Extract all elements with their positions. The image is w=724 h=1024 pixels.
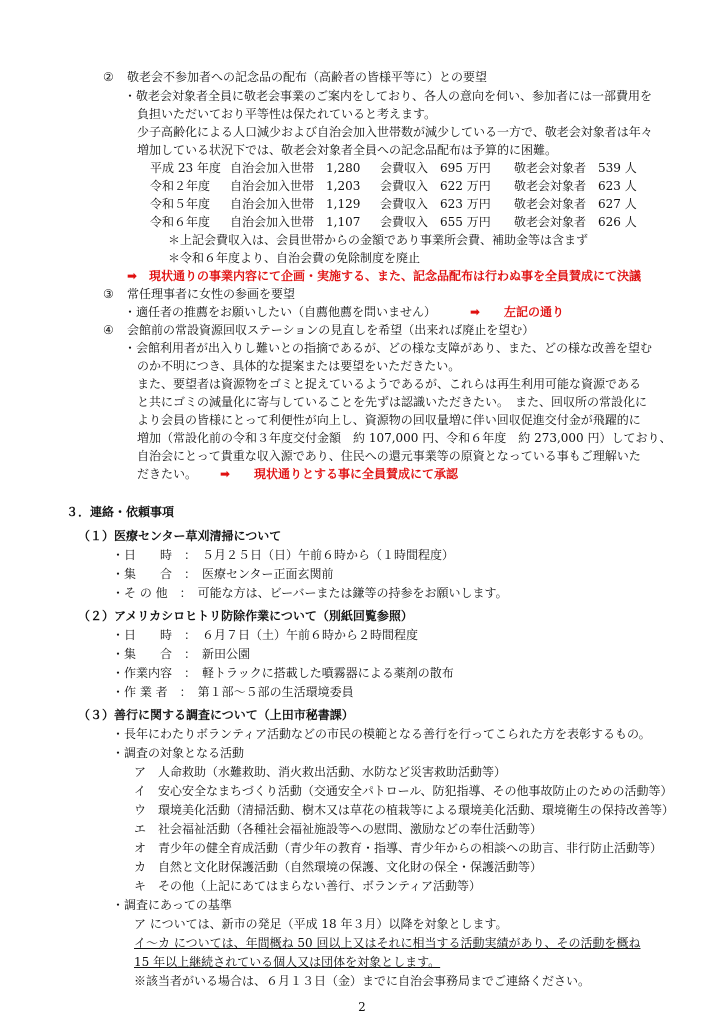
stats-year: 令和５年度 bbox=[150, 197, 211, 211]
item4-paragraph-line: 自治会にとって貴重な収入源であり、住民への還元事業等の原資となっている事もご理解いた bbox=[137, 449, 641, 463]
s2-line: ・集 合 ： 新田公園 bbox=[112, 647, 251, 661]
stats-fee: 会費収入 695 万円 bbox=[380, 161, 491, 175]
item2-note: ＊令和６年度より、自治会費の免除制度を廃止 bbox=[168, 251, 421, 265]
item2-note: ＊上記会費収入は、会員世帯からの金額であり事業所会費、補助金等は含まず bbox=[168, 233, 589, 247]
s3-scope-title: ・調査の対象となる活動 bbox=[112, 746, 245, 760]
activity-item: エ 社会福祉活動（各種社会福祉施設等への慰問、激励などの奉仕活動等） bbox=[134, 822, 543, 836]
item3-title: 常任理事者に女性の参画を要望 bbox=[127, 287, 296, 301]
s3-contact-note: ※該当者がいる場合は、６月１３日（金）までに自治会事務局までご連絡ください。 bbox=[134, 974, 591, 988]
page-number: 2 bbox=[358, 1000, 366, 1014]
stats-elders: 敬老会対象者 623 人 bbox=[514, 179, 637, 193]
s3-intro: ・長年にわたりボランティア活動などの市民の模範となる善行を行ってこられた方を表彰するもの。 bbox=[112, 727, 651, 741]
stats-households: 自治会加入世帯 1,280 bbox=[230, 161, 361, 175]
stats-year: 令和２年度 bbox=[150, 179, 211, 193]
item4-paragraph-line: と共にゴミの減量化に寄与していることを先ずは認識いただきたい。 また、回収所の常設化に bbox=[137, 395, 648, 409]
item2-decision: ➡ 現状通りの事業内容にて企画・実施する、また、記念品配布は行わぬ事を全員賛成にて決議 bbox=[127, 269, 642, 283]
item2-paragraph-line: 少子高齢化による人口減少および自治会加入世帯数が減少している一方で、敬老会対象者は年々 bbox=[137, 125, 653, 139]
item4-paragraph-line: より会員の皆様にとって利便性が向上し、資源物の回収量増に伴い回収促進交付金が飛躍的に bbox=[137, 413, 641, 427]
stats-elders: 敬老会対象者 627 人 bbox=[514, 197, 637, 211]
stats-households: 自治会加入世帯 1,129 bbox=[230, 197, 361, 211]
stats-year: 平成 23 年度 bbox=[150, 161, 221, 175]
stats-year: 令和６年度 bbox=[150, 215, 211, 229]
criteria-line-underlined: 15 年以上継続されている個人又は団体を対象とします。 bbox=[134, 955, 441, 969]
activity-item: ア 人命救助（水難救助、消火救出活動、水防など災害救助活動等） bbox=[134, 765, 507, 779]
stats-elders: 敬老会対象者 626 人 bbox=[514, 215, 637, 229]
item4-title: 会館前の常設資源回収ステーションの見直しを希望（出来れば廃止を望む） bbox=[127, 323, 535, 337]
stats-households: 自治会加入世帯 1,203 bbox=[230, 179, 361, 193]
item3-line: ・適任者の推薦をお願いしたい（自薦他薦を問いません） bbox=[124, 305, 437, 319]
s2-title: （２）アメリカシロヒトリ防除作業について（別紙回覧参照） bbox=[78, 609, 413, 623]
item2-title: 敬老会不参加者への記念品の配布（高齢者の皆様平等に）との要望 bbox=[127, 70, 488, 84]
criteria-line: ア については、新市の発足（平成 18 年３月）以降を対象とします。 bbox=[134, 917, 508, 931]
stats-fee: 会費収入 623 万円 bbox=[380, 197, 491, 211]
item4-paragraph-line: また、要望者は資源物をゴミと捉えているようであるが、これらは再生利用可能な資源である bbox=[137, 377, 642, 391]
activity-item: ウ 環境美化活動（清掃活動、樹木又は草花の植栽等による環境美化活動、環境衛生の保持改善等） bbox=[134, 803, 675, 817]
s1-line: ・日 時 ： ５月２５日（日）午前６時から（１時間程度） bbox=[112, 548, 455, 562]
item2-paragraph-line: 増加している状況下では、敬老会対象者全員への記念品配布は予算的に困難。 bbox=[137, 143, 558, 157]
item2-number: ② bbox=[103, 70, 114, 84]
stats-households: 自治会加入世帯 1,107 bbox=[230, 215, 361, 229]
item2-paragraph-line: ・敬老会対象者全員に敬老会事業のご案内をしており、各人の意向を伺い、参加者には一部費用を bbox=[124, 89, 653, 103]
stats-elders: 敬老会対象者 539 人 bbox=[514, 161, 637, 175]
s1-line: ・集 合 ： 医療センター正面玄関前 bbox=[112, 567, 334, 581]
item3-decision: ➡ 左記の通り bbox=[470, 305, 565, 319]
item4-paragraph-line: ・会館利用者が出入りし難いとの指摘であるが、どの様な支障があり、また、どの様な改善を望む bbox=[124, 341, 653, 355]
item4-number: ④ bbox=[103, 323, 114, 337]
s2-line: ・作業内容 ： 軽トラックに搭載した噴霧器による薬剤の散布 bbox=[112, 666, 454, 680]
item4-paragraph-line: 増加（常設化前の令和３年度交付金額 約 107,000 円、令和６年度 約 273,000 円）しており、 bbox=[137, 431, 672, 445]
activity-item: イ 安心安全なまちづくり活動（交通安全パトロール、防犯指導、その他事故防止のための活動等） bbox=[134, 784, 673, 798]
criteria-line-underlined: イ～カ については、年間概ね 50 回以上又はそれに相当する活動実績があり、その活動を概ね bbox=[134, 936, 641, 950]
section3-heading: ３．連絡・依頼事項 bbox=[66, 505, 175, 519]
item4-paragraph-line: のか不明につき、具体的な提案または要望をいただきたい。 bbox=[137, 359, 461, 373]
s2-line: ・日 時 ： ６月７日（土）午前６時から２時間程度 bbox=[112, 628, 419, 642]
item3-number: ③ bbox=[103, 287, 114, 301]
s3-criteria-title: ・調査にあっての基準 bbox=[112, 898, 232, 912]
s1-title: （１）医療センター草刈清掃について bbox=[78, 529, 282, 543]
activity-item: キ その他（上記にあてはまらない善行、ボランティア活動等） bbox=[134, 879, 482, 893]
stats-fee: 会費収入 622 万円 bbox=[380, 179, 491, 193]
item2-paragraph-line: 負担いただいており平等性は保たれていると考えます。 bbox=[137, 107, 437, 121]
s3-title: （３）善行に関する調査について（上田市秘書課） bbox=[78, 708, 354, 722]
activity-item: カ 自然と文化財保護活動（自然環境の保護、文化財の保全・保護活動等） bbox=[134, 860, 543, 874]
activity-item: オ 青少年の健全育成活動（青少年の教育・指導、青少年からの相談への助言、非行防止活動等） bbox=[134, 841, 663, 855]
s2-line: ・作 業 者 ： 第１部～５部の生活環境委員 bbox=[112, 685, 354, 699]
item4-decision: ➡ 現状通りとする事に全員賛成にて承認 bbox=[220, 467, 459, 481]
stats-fee: 会費収入 655 万円 bbox=[380, 215, 491, 229]
item4-paragraph-line: だきたい。 bbox=[137, 467, 198, 481]
s1-line: ・そ の 他 ： 可能な方は、ビーバーまたは鎌等の持参をお願いします。 bbox=[112, 586, 508, 600]
